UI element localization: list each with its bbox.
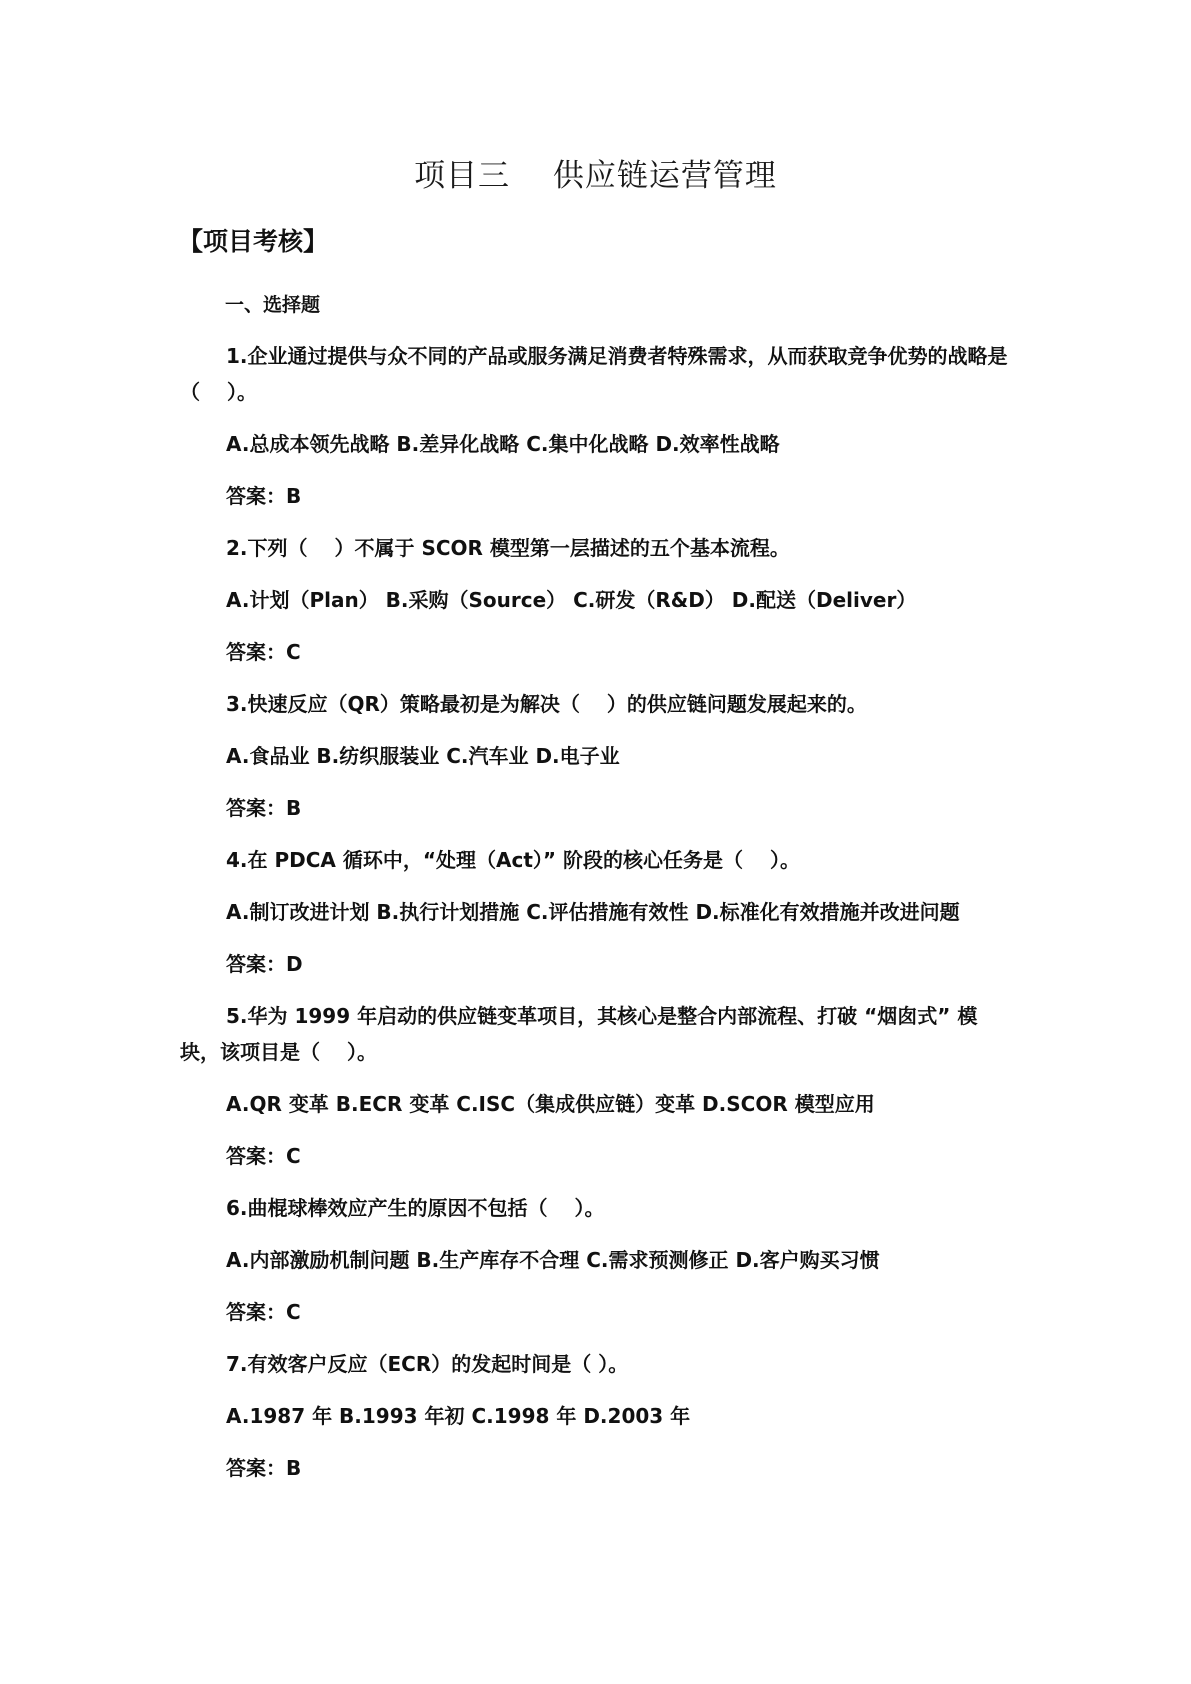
- question-item: [180, 1346, 1010, 1486]
- question-item: [180, 530, 1010, 670]
- question-item: [180, 1190, 1010, 1330]
- question-answer: 答案：D: [226, 952, 303, 976]
- question-text: 6.曲棍球棒效应产生的原因不包括（ ）。: [226, 1196, 605, 1220]
- question-options: A.食品业 B.纺织服装业 C.汽车业 D.电子业: [226, 744, 620, 768]
- question-text: 3.快速反应（QR）策略最初是为解决（ ）的供应链问题发展起来的。: [226, 692, 867, 716]
- question-options: A.QR 变革 B.ECR 变革 C.ISC（集成供应链）变革 D.SCOR 模型应用: [226, 1092, 875, 1116]
- document-title: 项目三 供应链运营管理: [414, 158, 777, 194]
- question-options: A.计划（Plan） B.采购（Source） C.研发（R&D） D.配送（Deliver）: [226, 588, 917, 612]
- question-item: [180, 338, 1010, 514]
- question-text: 4.在 PDCA 循环中，“处理（Act）” 阶段的核心任务是（ ）。: [226, 848, 800, 872]
- question-text: 1.企业通过提供与众不同的产品或服务满足消费者特殊需求，从而获取竞争优势的战略是（ ）。: [180, 344, 1008, 404]
- question-options: A.1987 年 B.1993 年初 C.1998 年 D.2003 年: [226, 1404, 691, 1428]
- question-answer: 答案：B: [226, 484, 302, 508]
- question-list: [180, 338, 1010, 1502]
- question-answer: 答案：B: [226, 796, 302, 820]
- question-options: A.制订改进计划 B.执行计划措施 C.评估措施有效性 D.标准化有效措施并改进问题: [226, 900, 960, 924]
- question-answer: 答案：C: [226, 640, 301, 664]
- question-options: A.内部激励机制问题 B.生产库存不合理 C.需求预测修正 D.客户购买习惯: [226, 1248, 880, 1272]
- question-answer: 答案：B: [226, 1456, 302, 1480]
- subsection-title: 一、选择题: [225, 294, 321, 316]
- question-text: 5.华为 1999 年启动的供应链变革项目，其核心是整合内部流程、打破 “烟囱式” 模块，该项目是（ ）。: [180, 1004, 978, 1064]
- question-item: [180, 842, 1010, 982]
- section-title: 【项目考核】: [178, 227, 329, 256]
- question-text: 2.下列（ ）不属于 SCOR 模型第一层描述的五个基本流程。: [226, 536, 790, 560]
- question-answer: 答案：C: [226, 1300, 301, 1324]
- question-item: [180, 998, 1010, 1174]
- question-text: 7.有效客户反应（ECR）的发起时间是（ ）。: [226, 1352, 629, 1376]
- question-answer: 答案：C: [226, 1144, 301, 1168]
- question-options: A.总成本领先战略 B.差异化战略 C.集中化战略 D.效率性战略: [226, 432, 780, 456]
- question-item: [180, 686, 1010, 826]
